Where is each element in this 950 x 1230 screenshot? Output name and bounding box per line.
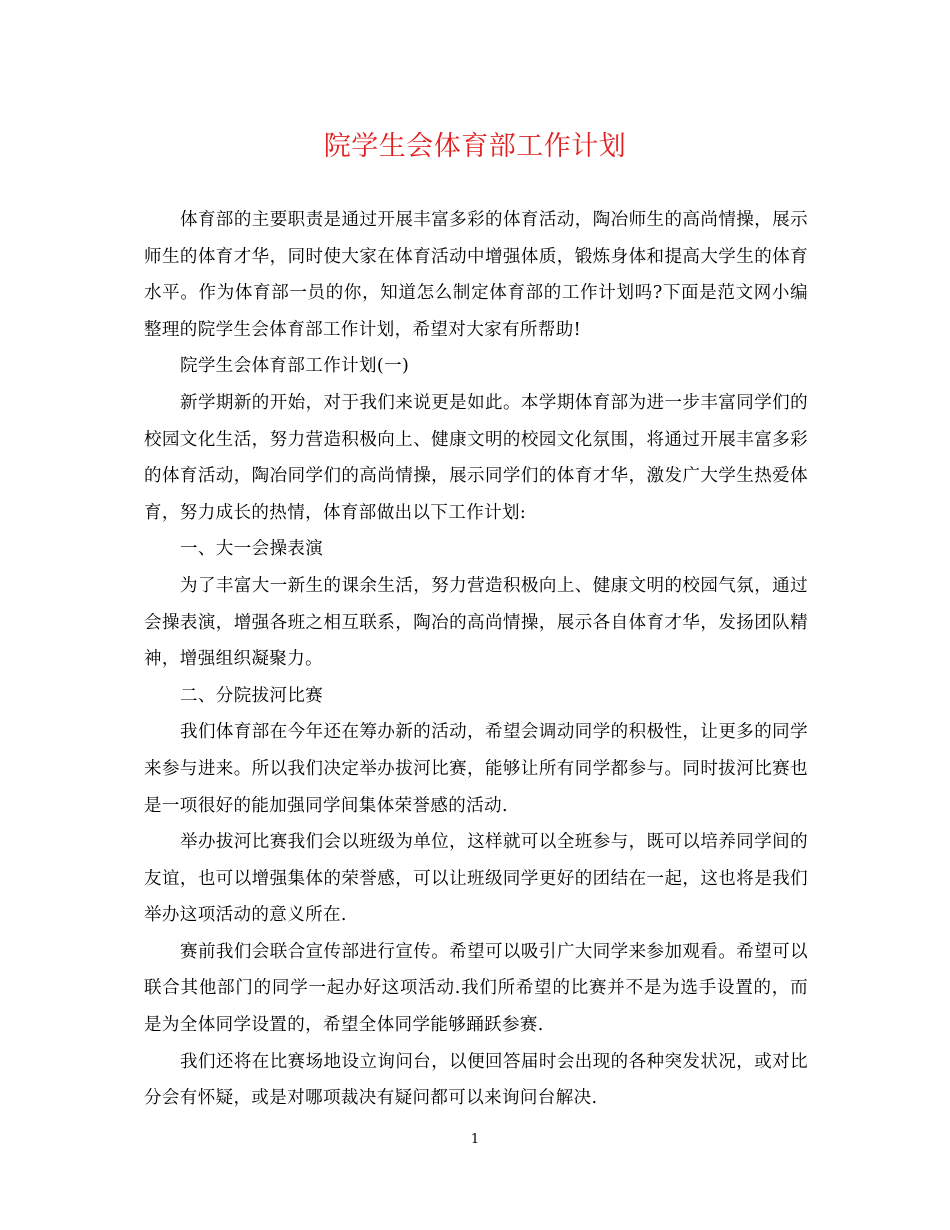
section-heading-tug-of-war: 二、分院拔河比赛 [180,685,324,706]
paragraph-publicity: 赛前我们会联合宣传部进行宣传。希望可以吸引广大同学来参加观看。希望可以联合其他部门的同学一起办好这项活动.我们所希望的比赛并不是为选手设置的，而是为全体同学设置的，希望全体同学能够踊跃参赛. [144,941,808,1036]
document-body [144,202,808,1117]
paragraph-tug-of-war-intro: 我们体育部在今年还在筹办新的活动，希望会调动同学的积极性，让更多的同学来参与进来。所以我们决定举办拔河比赛，能够让所有同学都参与。同时拔河比赛也是一项很好的能加强同学间集体荣誉感的活动. [144,722,808,816]
section-heading-plan-one: 院学生会体育部工作计划(一) [180,356,410,377]
paragraph-inquiry-desk: 我们还将在比赛场地设立询问台，以便回答届时会出现的各种突发状况，或对比分会有怀疑，或是对哪项裁决有疑问都可以来询问台解决. [144,1051,808,1109]
section-heading-drill-show: 一、大一会操表演 [180,539,324,560]
paragraph-drill-show: 为了丰富大一新生的课余生活，努力营造积极向上、健康文明的校园气氛，通过会操表演，增强各班之相互联系，陶冶的高尚情操，展示各自体育才华，发扬团队精神，增强组织凝聚力。 [144,575,808,670]
paragraph-intro: 体育部的主要职责是通过开展丰富多彩的体育活动，陶冶师生的高尚情操，展示师生的体育才华，同时使大家在体育活动中增强体质，锻炼身体和提高大学生的体育水平。作为体育部一员的你，知道怎么制定体育部的工作计划吗?下面是范文网小编整理的院学生会体育部工作计划，希望对大家有所帮助! [144,210,808,340]
document-title: 院学生会体育部工作计划 [323,131,627,162]
paragraph-new-semester: 新学期新的开始，对于我们来说更是如此。本学期体育部为进一步丰富同学们的校园文化生活，努力营造积极向上、健康文明的校园文化氛围，将通过开展丰富多彩的体育活动，陶冶同学们的高尚情操，展示同学们的体育才华，激发广大学生热爱体育，努力成长的热情，体育部做出以下工作计划: [144,392,808,523]
paragraph-tug-of-war-class: 举办拔河比赛我们会以班级为单位，这样就可以全班参与，既可以培养同学间的友谊，也可以增强集体的荣誉感，可以让班级同学更好的团结在一起，这也将是我们举办这项活动的意义所在. [144,832,808,926]
page-number: 1 [470,1132,480,1147]
